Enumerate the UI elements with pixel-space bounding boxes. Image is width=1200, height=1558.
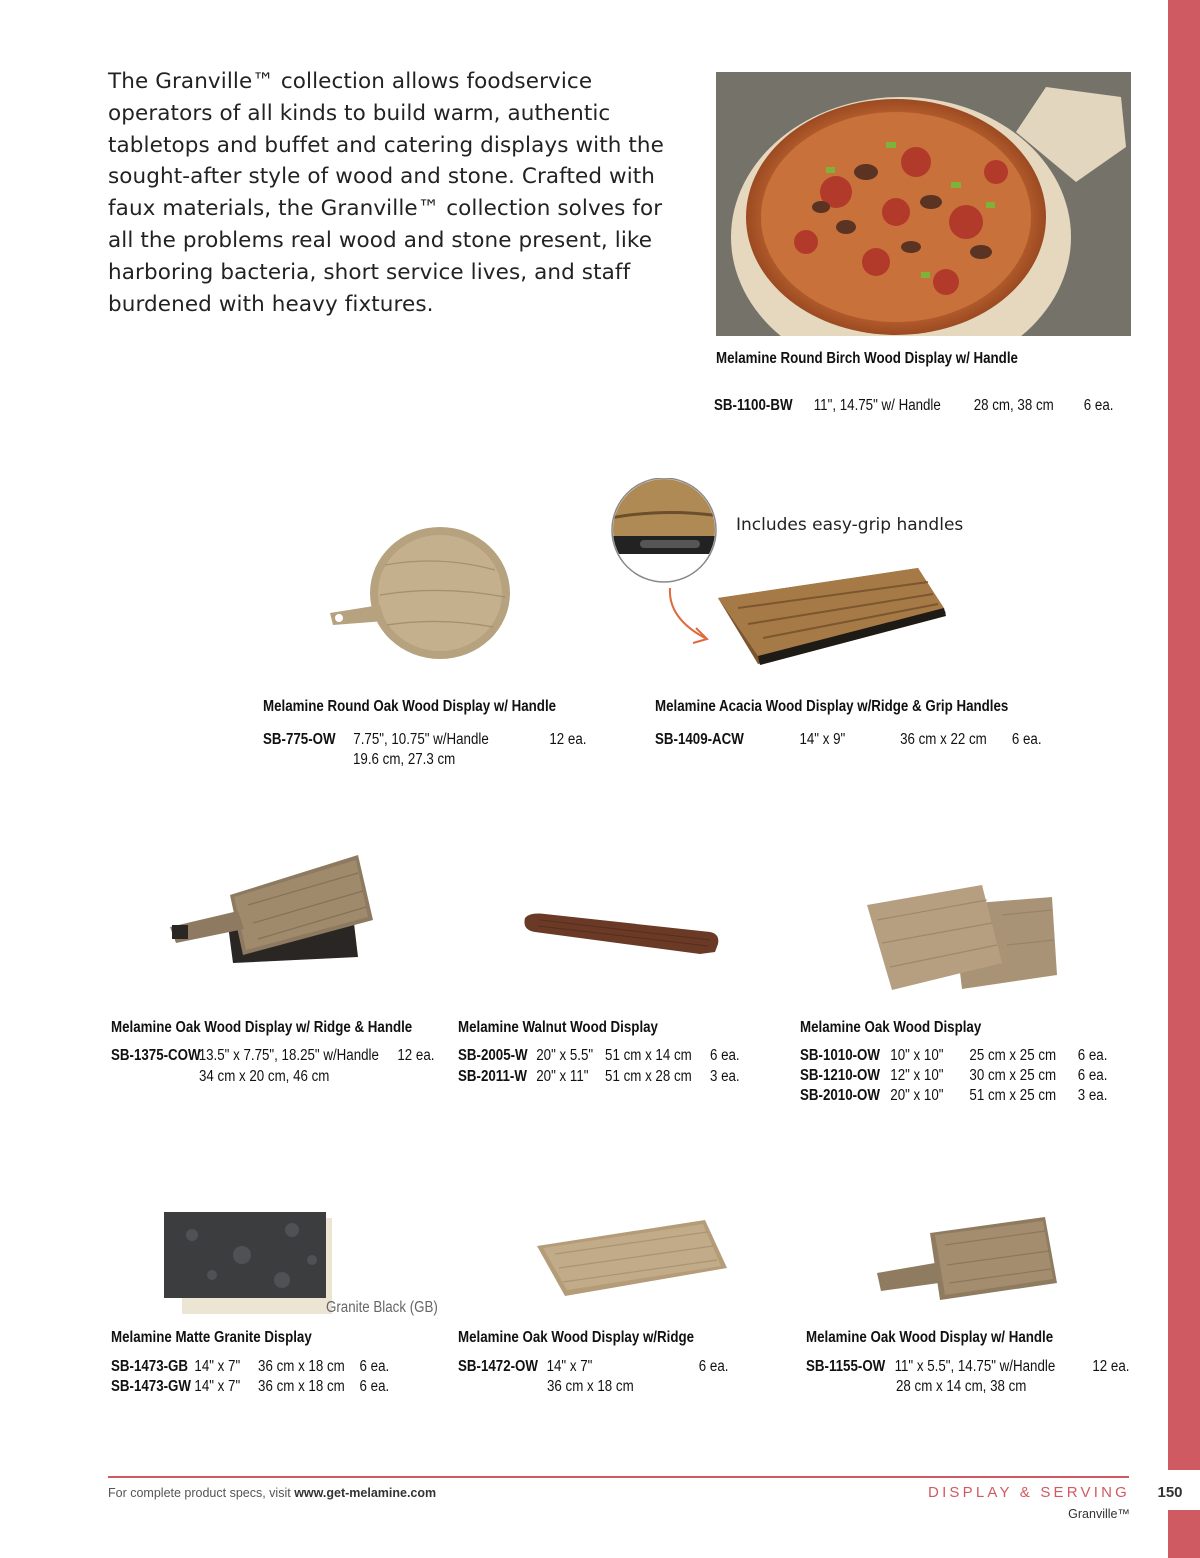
pack: 12 ea. xyxy=(549,731,587,748)
walnut-board-image xyxy=(520,910,720,960)
footer-specs-note xyxy=(108,1486,436,1500)
spec-row-oak-3 xyxy=(800,1087,1110,1107)
pack: 6 ea. xyxy=(1011,731,1042,748)
granite-board-image xyxy=(162,1210,337,1320)
size: 12" x 10" xyxy=(890,1067,944,1084)
pack: 6 ea. xyxy=(1083,397,1114,414)
pack: 12 ea. xyxy=(1092,1358,1130,1375)
product-title-granite: Melamine Matte Granite Display xyxy=(111,1329,312,1346)
footer-collection-name: Granville™ xyxy=(1068,1507,1130,1521)
size: 20" x 11" xyxy=(536,1068,589,1085)
spec-row-birch-1 xyxy=(714,397,1127,417)
metric: 36 cm x 18 cm xyxy=(547,1378,634,1395)
pack: 3 ea. xyxy=(709,1068,740,1085)
metric: 36 cm x 22 cm xyxy=(900,731,987,748)
footer-specs-link[interactable]: www.get-melamine.com xyxy=(294,1486,437,1500)
spec-row-oak-ridge-1 xyxy=(458,1358,733,1378)
size: 11" x 5.5", 14.75" w/Handle xyxy=(894,1358,1056,1375)
product-title-oak-ridge: Melamine Oak Wood Display w/Ridge xyxy=(458,1329,695,1346)
product-title-walnut: Melamine Walnut Wood Display xyxy=(458,1019,658,1036)
pack: 6 ea. xyxy=(1077,1067,1108,1084)
size: 14" x 9" xyxy=(799,731,846,748)
metric: 51 cm x 25 cm xyxy=(969,1087,1057,1104)
size: 20" x 5.5" xyxy=(536,1047,594,1064)
sku: SB-1010-OW xyxy=(800,1047,881,1064)
spec-row-acacia-1 xyxy=(655,731,1068,751)
spec-row-round-oak-1 xyxy=(263,731,590,751)
size: 7.75", 10.75" w/Handle xyxy=(353,731,489,748)
oak-handle-board-image xyxy=(875,1215,1060,1305)
metric: 25 cm x 25 cm xyxy=(969,1047,1057,1064)
size: 10" x 10" xyxy=(890,1047,944,1064)
metric: 36 cm x 18 cm xyxy=(258,1358,345,1375)
spec-row-walnut-2 xyxy=(458,1068,750,1088)
sku: SB-1100-BW xyxy=(714,397,793,414)
footer-specs-prefix: For complete product specs, visit xyxy=(108,1486,295,1500)
spec-row-oak-1 xyxy=(800,1047,1110,1067)
product-title-oak: Melamine Oak Wood Display xyxy=(800,1019,982,1036)
sku: SB-2011-W xyxy=(458,1068,527,1085)
product-title-birch: Melamine Round Birch Wood Display w/ Handle xyxy=(716,350,1018,367)
oak-ridge-board-image xyxy=(535,1218,730,1298)
spec-row-oak-2 xyxy=(800,1067,1110,1087)
spec-row-oak-ridge-handle-1 xyxy=(111,1047,438,1067)
pack: 6 ea. xyxy=(359,1378,390,1395)
sku: SB-2005-W xyxy=(458,1047,528,1064)
intro-paragraph: The Granville™ collection allows foodservice operators of all kinds to build warm, authentic tabletops and buffet and catering displays with the sought-after style of wood and stone. Crafted with faux materials, the Granville™ collection solves for all the problems real wood and stone present, like harboring bacteria, short service lives, and staff burdened with heavy fixtures. xyxy=(108,69,664,317)
footer-divider xyxy=(108,1476,1129,1478)
handle-detail-callout xyxy=(610,478,720,658)
metric: 30 cm x 25 cm xyxy=(969,1067,1057,1084)
size: 14" x 7" xyxy=(546,1358,593,1375)
side-accent-bar xyxy=(1168,0,1200,1558)
metric: 36 cm x 18 cm xyxy=(258,1378,345,1395)
page-number: 150 xyxy=(1157,1484,1183,1501)
metric: 51 cm x 28 cm xyxy=(605,1068,692,1085)
product-title-oak-ridge-handle: Melamine Oak Wood Display w/ Ridge & Handle xyxy=(111,1019,413,1036)
sku: SB-1472-OW xyxy=(458,1358,539,1375)
pack: 6 ea. xyxy=(1077,1047,1108,1064)
oak-ridge-handle-board-image xyxy=(168,855,378,965)
pizza-image xyxy=(716,72,1131,336)
granite-color-caption: Granite Black (GB) xyxy=(326,1299,438,1316)
pack: 6 ea. xyxy=(709,1047,740,1064)
sku: SB-1210-OW xyxy=(800,1067,881,1084)
round-oak-board-image xyxy=(325,525,515,665)
sku: SB-1409-ACW xyxy=(655,731,744,748)
sku: SB-1473-GW xyxy=(111,1378,192,1395)
birch-display-photo xyxy=(716,72,1131,336)
metric: 28 cm, 38 cm xyxy=(973,397,1054,414)
spec-row-oak-handle-1 xyxy=(806,1358,1133,1378)
product-title-oak-handle: Melamine Oak Wood Display w/ Handle xyxy=(806,1329,1054,1346)
metric: 19.6 cm, 27.3 cm xyxy=(353,751,456,768)
size: 14" x 7" xyxy=(194,1358,241,1375)
size: 13.5" x 7.75", 18.25" w/Handle xyxy=(198,1047,379,1064)
oak-square-board-image xyxy=(862,885,1062,995)
size: 11", 14.75" w/ Handle xyxy=(813,397,941,414)
metric: 51 cm x 14 cm xyxy=(605,1047,692,1064)
spec-row-granite-2 xyxy=(111,1378,403,1398)
spec-row-granite-1 xyxy=(111,1358,403,1378)
sku: SB-1155-OW xyxy=(806,1358,886,1375)
sku: SB-1375-COW xyxy=(111,1047,201,1064)
footer-section-title: DISPLAY & SERVING xyxy=(928,1484,1130,1501)
sku: SB-775-OW xyxy=(263,731,336,748)
pack: 3 ea. xyxy=(1077,1087,1108,1104)
sku: SB-2010-OW xyxy=(800,1087,881,1104)
grip-handles-note: Includes easy-grip handles xyxy=(736,515,964,535)
metric: 34 cm x 20 cm, 46 cm xyxy=(199,1068,330,1085)
pack: 12 ea. xyxy=(397,1047,435,1064)
spec-row-walnut-1 xyxy=(458,1047,750,1067)
product-title-acacia: Melamine Acacia Wood Display w/Ridge & Grip Handles xyxy=(655,698,1009,715)
metric: 28 cm x 14 cm, 38 cm xyxy=(896,1378,1027,1395)
pack: 6 ea. xyxy=(359,1358,390,1375)
acacia-board-image xyxy=(718,568,948,666)
size: 14" x 7" xyxy=(194,1378,241,1395)
size: 20" x 10" xyxy=(890,1087,944,1104)
pack: 6 ea. xyxy=(698,1358,729,1375)
product-title-round-oak: Melamine Round Oak Wood Display w/ Handle xyxy=(263,698,557,715)
sku: SB-1473-GB xyxy=(111,1358,189,1375)
